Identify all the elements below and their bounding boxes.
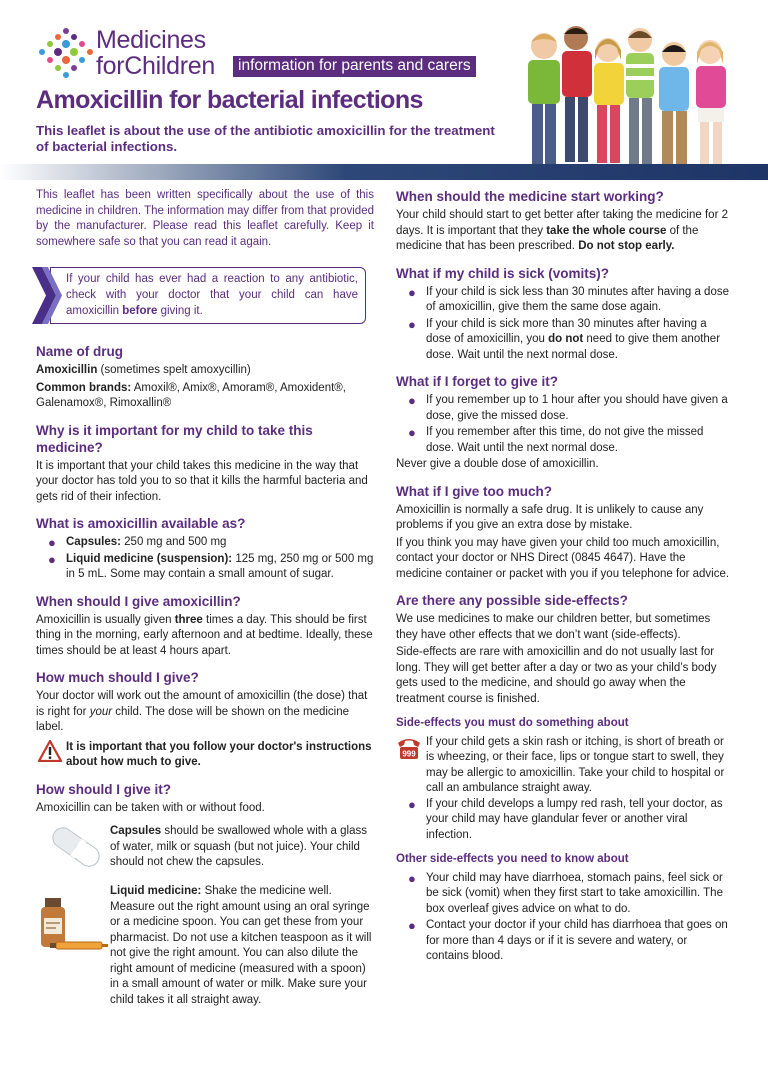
capsules-instruction <box>36 824 374 874</box>
page-title: Amoxicillin for bacterial infections <box>36 86 423 114</box>
chevron-arrows-icon <box>32 267 64 324</box>
how-give-text: Amoxicillin can be taken with or without food. <box>36 801 265 814</box>
bullet-icon: ● <box>408 425 416 440</box>
start-text-start: Your child should start to get better after taking the medicine for 2 days. It is important that they <box>396 209 728 237</box>
how-much-text <box>36 689 374 736</box>
start-text-mid: of the medicine that has been prescribed. <box>396 224 699 252</box>
dose-warning <box>36 740 374 771</box>
right-column <box>396 188 732 966</box>
phone-label: 999 <box>402 749 416 758</box>
side-effects-text-2: Side-effects are rare with amoxicillin and do not usually last for long. They will get better after a day or two as your child’s body gets used to the medicine, and should go away when the treatment course is finished. <box>396 646 717 705</box>
liquid-label: Liquid medicine: <box>110 885 202 897</box>
warning-triangle-icon <box>38 740 62 762</box>
list-item <box>396 393 732 424</box>
dose-warning-text: It is important that you follow your doctor's instructions about how much to give. <box>66 740 372 768</box>
vomits-item-text: If your child is sick more than 30 minutes after having a dose of amoxicillin, you <box>426 317 707 345</box>
other-item-text: Your child may have diarrhoea, stomach pains, feel sick or be sick (vomit) when they first start to take amoxicillin. The box overleaf gives advice on what to do. <box>426 871 723 915</box>
intro-paragraph: This leaflet has been written specifically about the use of this medicine in children. The information may differ from that provided by the manufacturer. Please read this leaflet carefully. Keep it somewhere safe so that you can read it again. <box>36 189 374 248</box>
bullet-icon: ● <box>408 870 416 886</box>
forget-heading: What if I forget to give it? <box>396 374 558 389</box>
page-subtitle: This leaflet is about the use of the antibiotic amoxicillin for the treatment of bacterial infections. <box>36 123 495 154</box>
too-much-heading: What if I give too much? <box>396 483 552 499</box>
availability-heading: What is amoxicillin available as? <box>36 516 246 531</box>
bullet-icon: ● <box>408 796 416 812</box>
other-side-effects-heading: Other side-effects you need to know about <box>396 853 629 865</box>
vomits-item-bold: do not <box>548 333 584 345</box>
why-important-text: It is important that your child takes this medicine in the way that your doctor has told you to so that it kills the harmful bacteria and gets rid of their infection. <box>36 459 368 503</box>
children-photo <box>514 20 746 180</box>
start-working-heading: When should the medicine start working? <box>396 189 664 204</box>
vomits-heading: What if my child is sick (vomits)? <box>396 265 610 281</box>
brand-tagline: information for parents and carers <box>233 56 476 77</box>
reaction-warning-text <box>66 271 358 319</box>
brand-name-line2: forChildren <box>96 52 215 80</box>
capsule-icon <box>46 824 106 870</box>
list-item <box>396 317 732 364</box>
liquid-text <box>110 884 372 1008</box>
why-important-heading: Why is it important for my child to take this medicine? <box>36 422 313 455</box>
side-effects-text-1: We use medicines to make our children better, but sometimes they have other effects that we don’t want (side-effects). <box>396 613 711 641</box>
when-give-text <box>36 613 374 660</box>
capsules-body: should be swallowed whole with a glass of water, milk or squash (but not juice). Your child should not chew the capsules. <box>110 825 367 868</box>
bullet-icon: ● <box>408 393 416 408</box>
left-column <box>36 188 374 1008</box>
vomits-list <box>396 285 732 364</box>
list-item <box>396 735 732 797</box>
medicine-bottle-syringe-icon <box>36 896 108 968</box>
when-give-heading: When should I give amoxicillin? <box>36 593 241 609</box>
must-act-list <box>396 797 732 844</box>
list-item <box>36 552 374 583</box>
leaflet-header <box>0 0 768 180</box>
bullet-icon: ● <box>48 535 56 550</box>
vomits-item-text-end: need to give them another dose. Wait until the next normal dose. <box>426 333 721 361</box>
brands-list: Amoxil®, Amix®, Amoram®, Amoxident®, Galenamox®, Rimoxallin® <box>36 381 346 409</box>
how-much-heading: How much should I give? <box>36 670 199 685</box>
reaction-text-end: giving it. <box>157 305 203 317</box>
how-much-text-end: child. The dose will be shown on the medicine label. <box>36 705 350 733</box>
when-text-end: times a day. This should be first thing in the morning, early afternoon and at bedtime. Ideally, these times should be at least 4 hours apart. <box>36 613 373 657</box>
emergency-phone-icon <box>396 735 422 761</box>
header-divider-band <box>0 164 768 180</box>
start-working-text <box>396 208 732 255</box>
drug-name: Amoxicillin <box>36 364 98 376</box>
start-text-bold2: Do not stop early. <box>578 240 675 252</box>
reaction-text-bold: before <box>122 305 158 317</box>
list-item <box>396 918 732 965</box>
must-act-heading: Side-effects you must do something about <box>396 717 629 729</box>
bullet-icon: ● <box>408 316 416 332</box>
list-item <box>36 535 374 551</box>
list-item <box>396 285 732 316</box>
when-text-bold: three <box>174 613 203 626</box>
capsules-text <box>110 824 372 871</box>
availability-label: Liquid medicine (suspension): <box>66 552 233 565</box>
brand-name-line1: Medicines <box>96 26 206 54</box>
must-act-item-text: If your child develops a lumpy red rash, tell your doctor, as your child may have glandular fever or another viral infection. <box>426 797 723 841</box>
availability-text: 250 mg and 500 mg <box>120 536 227 548</box>
forget-item-text: If you remember up to 1 hour after you should have given a dose, give the missed dose. <box>426 394 728 422</box>
other-item-text: Contact your doctor if your child has diarrhoea that goes on for more than 4 days or if it is severe and watery, or contains blood. <box>426 919 728 962</box>
drug-name-note: (sometimes spelt amoxycillin) <box>97 364 251 376</box>
list-item <box>396 871 732 918</box>
how-much-text-italic: your <box>89 705 113 718</box>
liquid-instruction <box>36 884 374 1008</box>
forget-item-text: If you remember after this time, do not give the missed dose. Wait until the next normal dose. <box>426 426 704 454</box>
how-give-heading: How should I give it? <box>36 781 171 797</box>
other-side-effects-list <box>396 871 732 965</box>
medicines-for-children-logo-icon <box>36 24 100 80</box>
too-much-text-2: If you think you may have given your child too much amoxicillin, contact your doctor or NHS Direct (0845 4647). Have the medicine container or packet with you if you telephone for advice. <box>396 536 730 580</box>
reaction-warning-box <box>36 267 374 325</box>
availability-label: Capsules: <box>66 536 121 548</box>
list-item <box>396 425 732 456</box>
must-act-item-text: If your child gets a skin rash or itching, is short of breath or is wheezing, or their face, lips or tongue start to swell, they may be allergic to amoxicillin. Take your child to hospital or call an ambulance straight away. <box>426 735 725 794</box>
bullet-icon: ● <box>408 918 416 933</box>
brands-label: Common brands: <box>36 381 132 394</box>
too-much-text-1: Amoxicillin is normally a safe drug. It is unlikely to cause any problems if you give an extra dose by mistake. <box>396 503 704 531</box>
common-brands-line <box>36 381 374 412</box>
drug-name-line <box>36 363 374 379</box>
availability-list <box>36 535 374 583</box>
how-much-text-start: Your doctor will work out the amount of amoxicillin (the dose) that is right for <box>36 690 368 718</box>
bullet-icon: ● <box>408 284 416 300</box>
list-item <box>396 797 732 844</box>
forget-list <box>396 393 732 456</box>
double-dose-note: Never give a double dose of amoxicillin. <box>396 458 599 470</box>
reaction-text-start: If your child has ever had a reaction to any antibiotic, check with your doctor that your child can have amoxicillin <box>66 273 358 317</box>
start-text-bold1: take the whole course <box>546 224 667 237</box>
when-text-start: Amoxicillin is usually given <box>36 613 175 626</box>
name-of-drug-heading: Name of drug <box>36 344 124 359</box>
bullet-icon: ● <box>48 551 56 567</box>
vomits-item-text: If your child is sick less than 30 minutes after having a dose of amoxicillin, give them the same dose again. <box>426 285 729 313</box>
capsules-label: Capsules <box>110 825 162 837</box>
availability-text: 125 mg, 250 mg or 500 mg in 5 mL. Some may contain a small amount of sugar. <box>66 552 374 580</box>
liquid-body: Shake the medicine well. Measure out the right amount using an oral syringe or a medicine spoon. You can get these from your pharmacist. Do not use a kitchen teaspoon as it will not give the right amount. You can also dilute the right amount of medicine (measured with a spoon) in a small amount of water or milk. Make sure your child takes it all straight away. <box>110 885 372 1006</box>
side-effects-heading: Are there any possible side-effects? <box>396 593 628 608</box>
